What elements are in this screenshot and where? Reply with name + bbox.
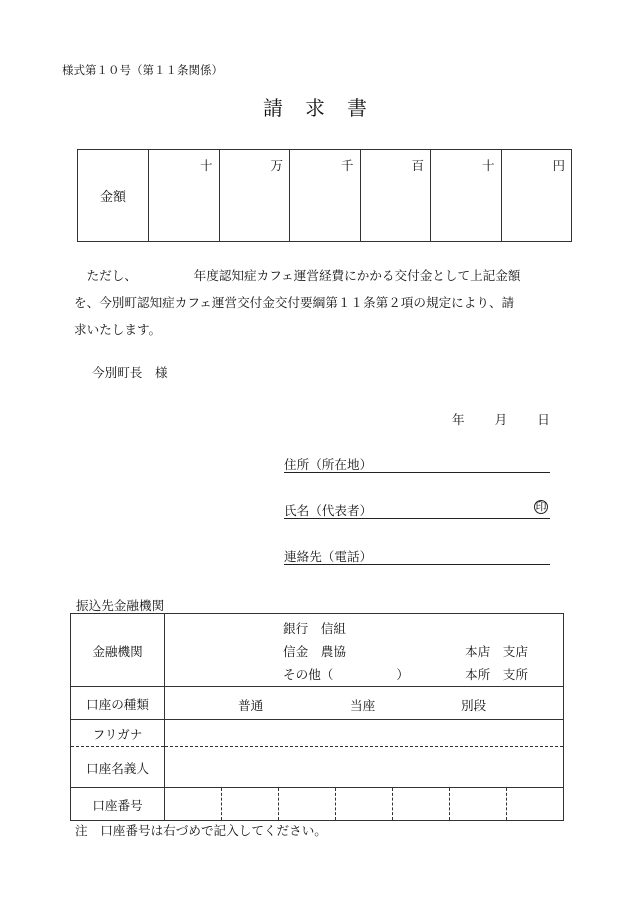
- request-body: [74, 262, 564, 343]
- bank-table: [70, 613, 564, 821]
- seal-icon: 印: [535, 500, 547, 513]
- date-year: 年: [452, 412, 465, 427]
- amount-unit-cell[interactable]: 千: [290, 150, 361, 242]
- digit-box[interactable]: [335, 788, 392, 820]
- bank-caption: 振込先金融機関: [76, 598, 165, 613]
- amount-unit-cell[interactable]: 百: [360, 150, 431, 242]
- digit-box[interactable]: [506, 788, 563, 820]
- digit-box[interactable]: [278, 788, 335, 820]
- name-field[interactable]: [284, 500, 550, 519]
- footnote: 注 口座番号は右づめで記入してください。: [75, 823, 327, 838]
- account-number-digits: [165, 788, 563, 820]
- amount-table: [77, 149, 572, 242]
- account-number-cell[interactable]: [165, 788, 564, 821]
- contact-field[interactable]: [284, 546, 550, 565]
- title-char: 書: [347, 96, 367, 120]
- institution-label: 金融機関: [71, 614, 165, 687]
- address-field[interactable]: [284, 454, 550, 473]
- body-line: 求いたします。: [74, 322, 162, 337]
- furigana-cell[interactable]: [165, 720, 564, 747]
- branch-option-row1: 本店 支店: [465, 644, 528, 659]
- date-line[interactable]: [452, 409, 550, 428]
- amount-unit-cell[interactable]: 万: [219, 150, 290, 242]
- account-type-option[interactable]: 当座: [350, 698, 376, 713]
- inst-option-row3: その他（ ）: [283, 667, 409, 682]
- form-number: 様式第１０号（第１１条関係）: [62, 63, 223, 77]
- title-char: 請: [263, 96, 283, 120]
- name-label: 氏名（代表者）: [284, 503, 373, 518]
- digit-box[interactable]: [392, 788, 449, 820]
- document-title: [0, 92, 630, 121]
- account-type-option[interactable]: 別段: [461, 698, 487, 713]
- title-char: 求: [305, 96, 325, 120]
- addressee: 今別町長 様: [92, 365, 168, 380]
- contact-label: 連絡先（電話）: [284, 549, 373, 564]
- holder-cell[interactable]: [165, 747, 564, 788]
- date-month: 月: [494, 412, 508, 427]
- date-day: 日: [537, 412, 550, 427]
- digit-box[interactable]: [165, 788, 221, 820]
- holder-label: 口座名義人: [71, 747, 165, 788]
- institution-cell[interactable]: [165, 614, 564, 687]
- digit-box[interactable]: [221, 788, 278, 820]
- account-type-cell[interactable]: [165, 687, 564, 720]
- account-number-label: 口座番号: [71, 788, 165, 821]
- amount-label: 金額: [78, 150, 149, 242]
- amount-unit-cell[interactable]: 十: [431, 150, 502, 242]
- body-line: を、今別町認知症カフェ運営交付金交付要綱第１１条第２項の規定により、請: [74, 295, 515, 310]
- branch-option-row2: 本所 支所: [465, 667, 528, 682]
- inst-option-row2: 信金 農協: [283, 644, 346, 659]
- digit-box[interactable]: [449, 788, 506, 820]
- account-type-option[interactable]: 普通: [238, 698, 264, 713]
- amount-unit-cell[interactable]: 十: [149, 150, 220, 242]
- amount-unit-cell[interactable]: 円: [501, 150, 572, 242]
- address-label: 住所（所在地）: [284, 457, 373, 472]
- body-line: ただし、 年度認知症カフェ運営経費にかかる交付金として上記金額: [74, 268, 521, 283]
- account-type-label: 口座の種類: [71, 687, 165, 720]
- furigana-label: フリガナ: [71, 720, 165, 747]
- inst-option-row1: 銀行 信組: [283, 621, 346, 636]
